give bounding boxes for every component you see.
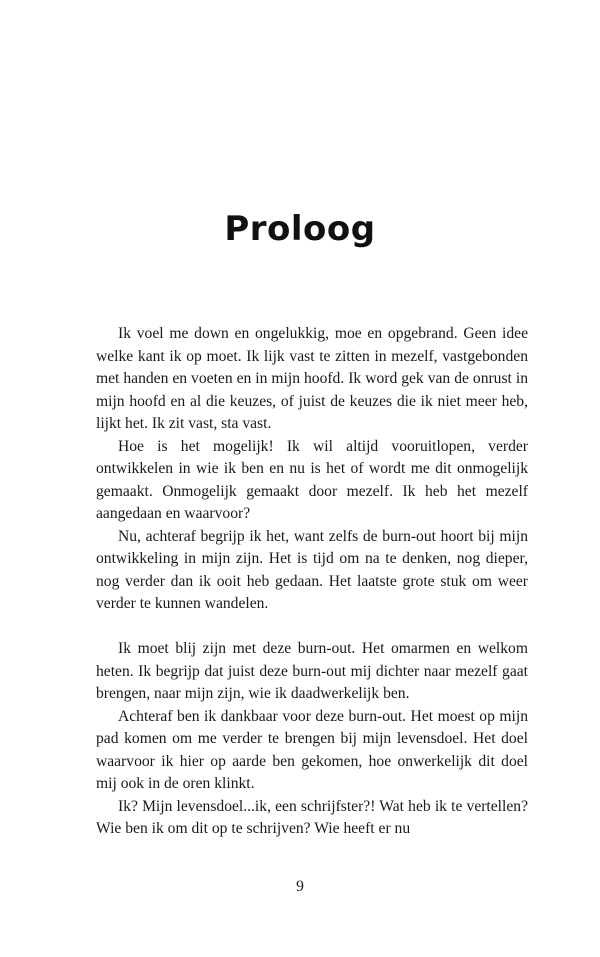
- paragraph-2: Hoe is het mogelijk! Ik wil altijd vooruitlopen, verder ontwikkelen in wie ik ben en nu is het of wordt me dit onmogelijk gemaakt. Onmogelijk gemaakt door mezelf. Ik heb het mezelf aangedaan en waarvoor?: [96, 437, 528, 522]
- paragraph-1: Ik voel me down en ongelukkig, moe en opgebrand. Geen idee welke kant ik op moet. Ik lijk vast te zitten in mezelf, vastgebonden met handen en voeten en in mijn hoofd. Ik word gek van de onrust in mijn hoofd en al die keuzes, of juist de keuzes die ik niet meer heb, lijkt het. Ik zit vast, sta vast.: [96, 325, 528, 432]
- paragraph-6: Ik? Mijn levensdoel...ik, een schrijfster?! Wat heb ik te vertellen? Wie ben ik om dit op te schrijven? Wie heeft er nu: [96, 797, 528, 837]
- paragraph-3: Nu, achteraf begrijp ik het, want zelfs de burn-out hoort bij mijn ontwikkeling in mijn zijn. Het is tijd om na te denken, nog dieper, nog verder dan ik ooit heb gedaan. Het laatste grote stuk om weer verder te kunnen wandelen.: [96, 527, 528, 612]
- chapter-title: Proloog: [224, 208, 376, 249]
- paragraph-4: Ik moet blij zijn met deze burn-out. Het omarmen en welkom heten. Ik begrijp dat juist deze burn-out mij dichter naar mezelf gaat brengen, naar mijn zijn, wie ik daadwerkelijk ben.: [96, 640, 528, 702]
- page-number: 9: [296, 878, 304, 895]
- body-text: [96, 323, 528, 841]
- paragraph-5: Achteraf ben ik dankbaar voor deze burn-out. Het moest op mijn pad komen om me verder te brengen bij mijn levensdoel. Het doel waarvoor ik hier op aarde ben gekomen, hoe onwerkelijk dit doel mij ook in de oren klinkt.: [96, 707, 528, 792]
